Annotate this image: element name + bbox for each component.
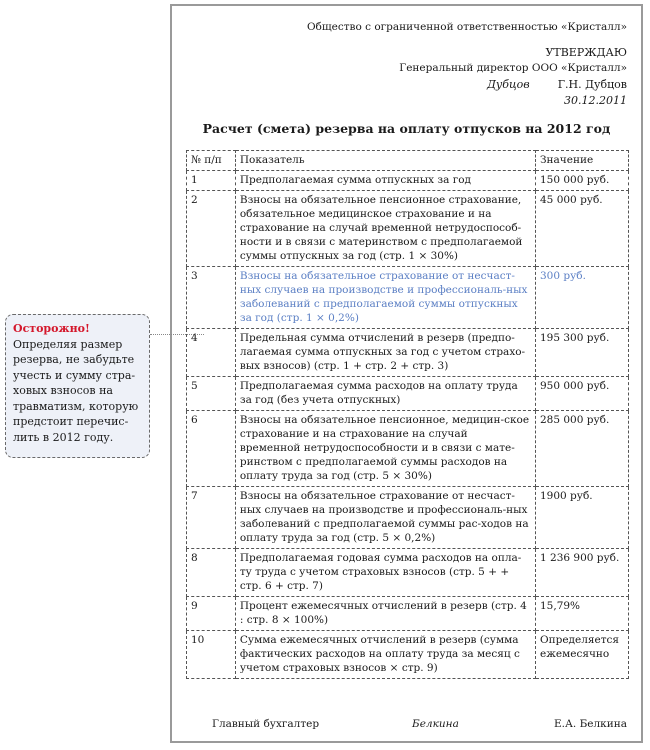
row-number: 10 <box>187 631 236 679</box>
row-value: Определяется ежемесячно <box>536 631 629 679</box>
row-number: 6 <box>187 411 236 487</box>
approval-label: УТВЕРЖДАЮ <box>545 46 627 59</box>
row-value: 1900 руб. <box>536 487 629 549</box>
document-page <box>170 4 643 743</box>
row-value: 195 300 руб. <box>536 329 629 377</box>
footer-position: Главный бухгалтер <box>212 718 320 730</box>
footer-signature: Белкина <box>412 718 459 730</box>
table-row <box>187 549 629 597</box>
row-value: 285 000 руб. <box>536 411 629 487</box>
table-row <box>187 411 629 487</box>
warning-text: Определяя размер резерва, не забудьте учесть и сумму стра-ховых взносов на травматизм, которую предстоит перечис-лить в 2012 году. <box>13 337 139 444</box>
table-row <box>187 597 629 631</box>
row-number: 5 <box>187 377 236 411</box>
callout-connector-line <box>150 334 204 335</box>
table-row <box>187 171 629 191</box>
reserve-calculation-table <box>186 150 629 679</box>
row-indicator: Предполагаемая сумма расходов на оплату труда за год (без учета отпускных) <box>235 377 535 411</box>
company-name: Общество с ограниченной ответственностью «Кристалл» <box>306 21 627 33</box>
document-title: Расчет (смета) резерва на оплату отпусков на 2012 год <box>202 121 611 136</box>
row-number: 1 <box>187 171 236 191</box>
approver-position: Генеральный директор ООО «Кристалл» <box>399 62 627 74</box>
row-value: 15,79% <box>536 597 629 631</box>
row-number: 4 <box>187 329 236 377</box>
row-number: 2 <box>187 191 236 267</box>
row-value: 300 руб. <box>536 267 629 329</box>
row-indicator: Предполагаемая годовая сумма расходов на опла-ту труда с учетом страховых взносов (стр. 5 + + стр. 6 + стр. 7) <box>235 549 535 597</box>
footer-name: Е.А. Белкина <box>553 718 627 730</box>
header-indicator: Показатель <box>235 151 535 171</box>
row-indicator: Процент ежемесячных отчислений в резерв (стр. 4 : стр. 8 × 100%) <box>235 597 535 631</box>
row-value: 150 000 руб. <box>536 171 629 191</box>
row-indicator: Сумма ежемесячных отчислений в резерв (сумма фактических расходов на оплату труда за месяц с учетом страховых взносов × стр. 9) <box>235 631 535 679</box>
row-value: 950 000 руб. <box>536 377 629 411</box>
table-header-row <box>187 151 629 171</box>
approver-signature-line <box>487 78 627 92</box>
row-indicator: Предельная сумма отчислений в резерв (предпо-лагаемая сумма отпускных за год с учетом страхо-вых взносов) (стр. 1 + стр. 2 + стр. 3) <box>235 329 535 377</box>
table-row <box>187 377 629 411</box>
row-value: 1 236 900 руб. <box>536 549 629 597</box>
row-indicator: Взносы на обязательное пенсионное, медицин-ское страхование и на страхование на случай временной нетрудоспособности и в связи с мате-ринством с предполагаемой суммы расходов на оплату труда за год (стр. 5 × 30%) <box>235 411 535 487</box>
row-indicator: Взносы на обязательное страхование от несчаст-ных случаев на производстве и профессиональ-ных заболеваний с предполагаемой суммы отпускных за год (стр. 1 × 0,2%) <box>235 267 535 329</box>
row-value: 45 000 руб. <box>536 191 629 267</box>
row-indicator: Взносы на обязательное страхование от несчаст-ных случаев на производстве и профессиональ-ных заболеваний с предполагаемой суммы рас-ходов на оплату труда за год (стр. 5 × 0,2%) <box>235 487 535 549</box>
table-row <box>187 191 629 267</box>
warning-callout <box>5 314 150 458</box>
table-row <box>187 487 629 549</box>
warning-heading: Осторожно! <box>13 322 90 335</box>
row-indicator: Взносы на обязательное пенсионное страхование, обязательное медицинское страхование и на страхование на случай временной нетрудоспособ-ности и в связи с материнством с предполагаемой суммы отпускных за год (стр. 1 × 30%) <box>235 191 535 267</box>
table-row <box>187 329 629 377</box>
header-value: Значение <box>536 151 629 171</box>
row-number: 9 <box>187 597 236 631</box>
table-row <box>187 631 629 679</box>
approver-name: Г.Н. Дубцов <box>557 78 627 91</box>
row-number: 7 <box>187 487 236 549</box>
row-number: 3 <box>187 267 236 329</box>
row-number: 8 <box>187 549 236 597</box>
row-indicator: Предполагаемая сумма отпускных за год <box>235 171 535 191</box>
approver-signature: Дубцов <box>486 78 530 91</box>
approval-date: 30.12.2011 <box>564 94 627 107</box>
header-number: № п/п <box>187 151 236 171</box>
table-row-highlighted <box>187 267 629 329</box>
